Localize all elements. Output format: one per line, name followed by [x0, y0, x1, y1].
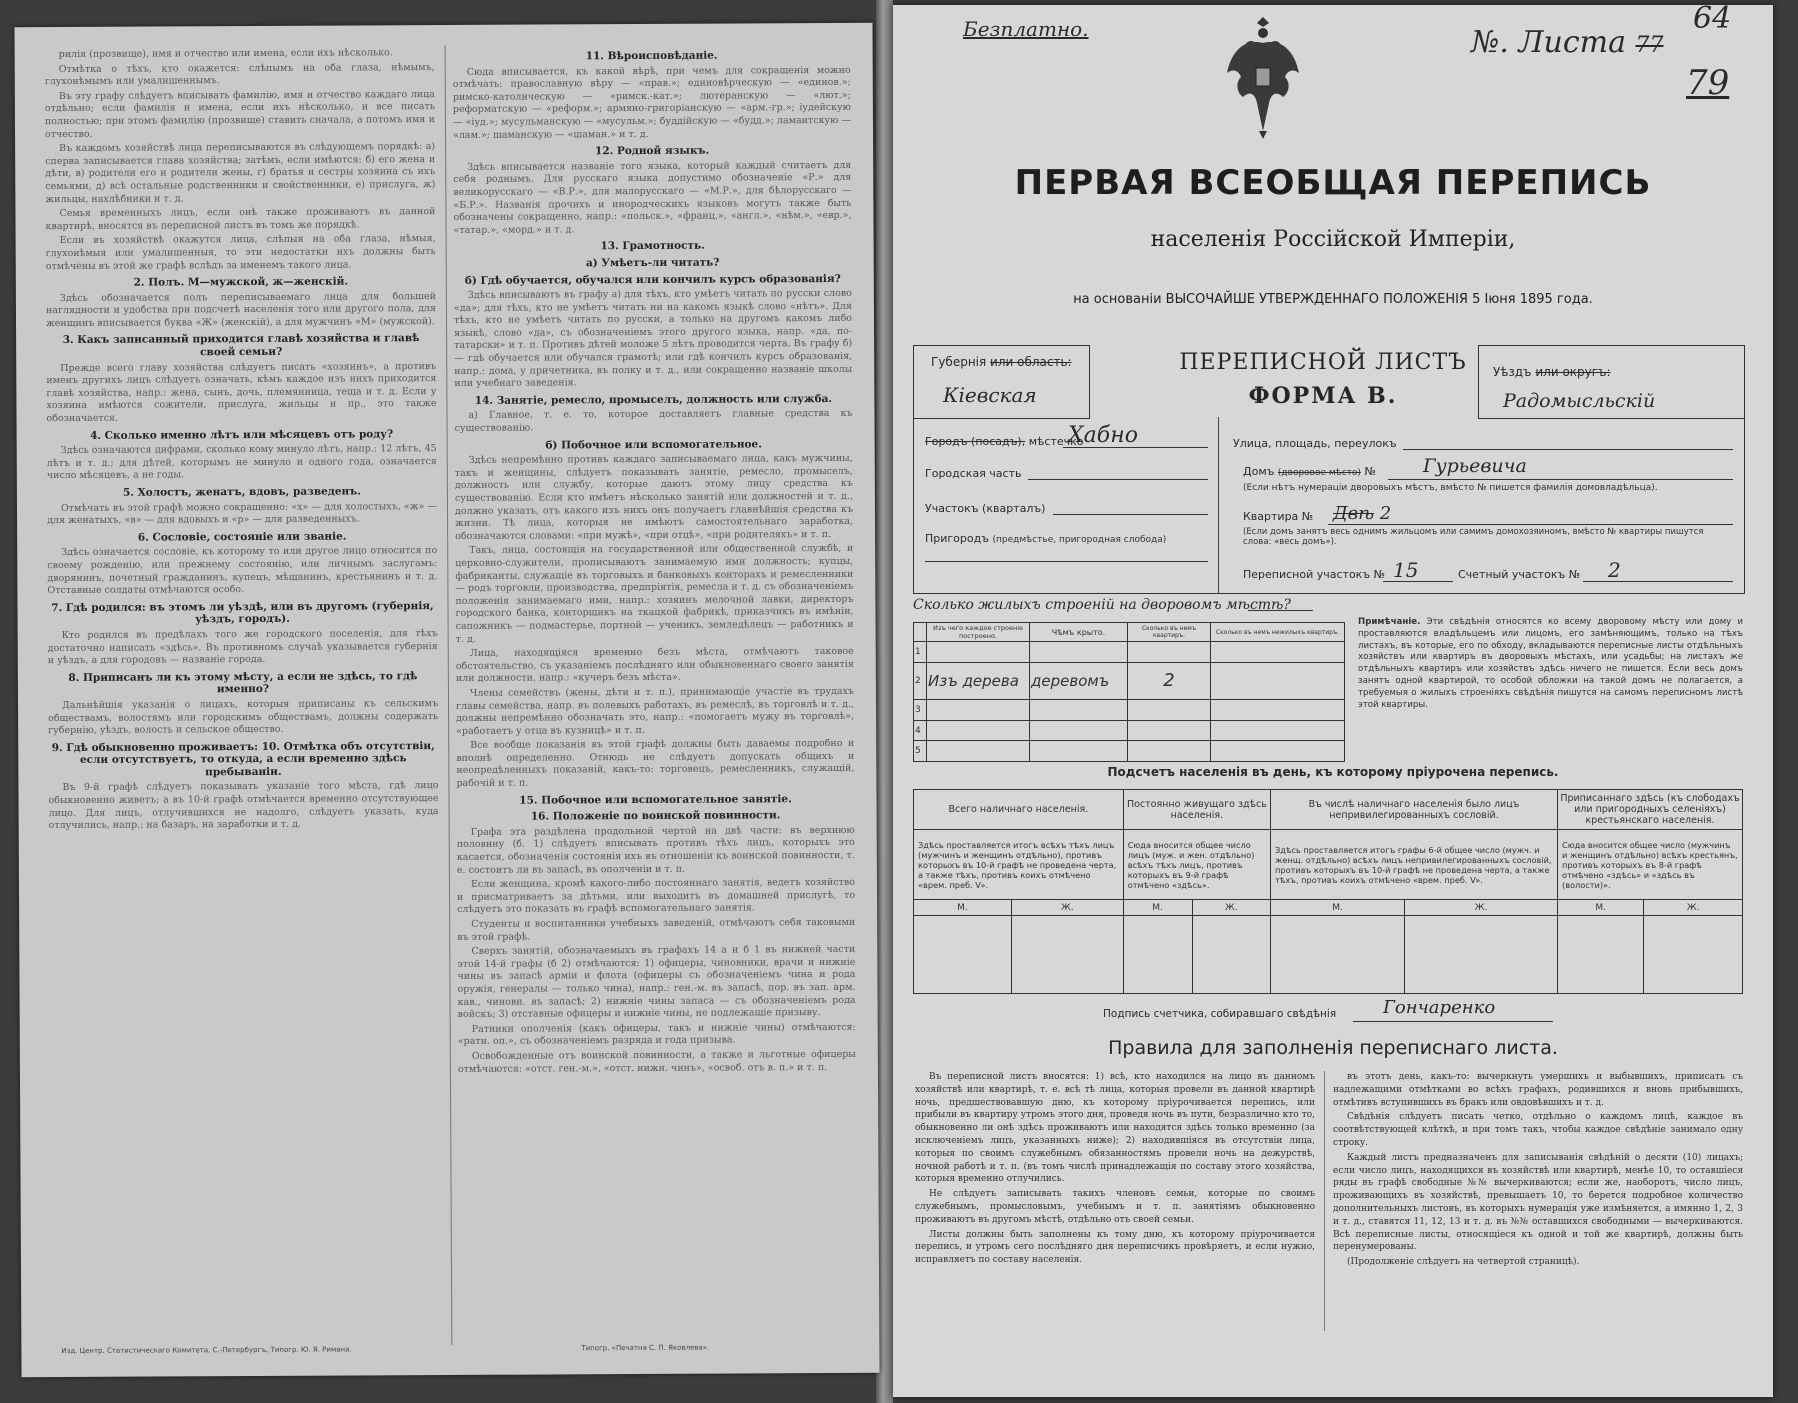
ct-zh: Ж. — [1192, 900, 1271, 916]
suburb-line — [925, 561, 1208, 562]
ct-m: М. — [1271, 900, 1405, 916]
sheet-number-label: №. Листа 77 — [1471, 25, 1664, 60]
census-subtitle: населенія Россійской Имперіи, — [1150, 227, 1516, 252]
paragraph: Дальнѣйшія указанія о лицахъ, которыя приписаны къ сельскимъ обществамъ, волостямъ или городскимъ обществамъ, должны содержать губернію, уѣздъ, волость и сельское общество. — [48, 697, 439, 737]
ct-zh: Ж. — [1011, 900, 1123, 916]
table-row: 4 — [914, 720, 1345, 741]
bt-header-empty: Сколько въ немъ нежилыхъ квартиръ. — [1211, 623, 1345, 642]
buildings-question: Сколько жилыхъ строеній на дворовомъ мѣстѣ? — [913, 597, 1291, 613]
census-section-value: 15 — [1393, 558, 1419, 582]
census-section-label: Переписной участокъ № — [1243, 568, 1386, 581]
ct-desc-nonpriv: Здѣсь проставляется итогъ графы 6-й общее число (мужч. и женщ. отдѣльно) всѣхъ лицъ непривилегированныхъ сословій, противъ которыхъ въ 10-й графѣ не проведена черта, а также тѣхъ, противъ коихъ отмѣчено «врем. преб. V». — [1271, 830, 1558, 900]
section-heading: 12. Родной языкъ. — [594, 144, 710, 158]
table-row: 1 — [914, 642, 1345, 663]
imperial-eagle-emblem — [1223, 13, 1303, 143]
city-part-line — [1028, 479, 1208, 480]
section-heading: 11. Вѣроисповѣданіе. — [585, 49, 718, 63]
census-legal-basis: на основаніи ВЫСОЧАЙШЕ УТВЕРЖДЕННАГО ПОЛОЖЕНІЯ 5 Іюня 1895 года. — [1073, 292, 1593, 307]
form-title-1: ПЕРЕПИСНОЙ ЛИСТЪ — [1179, 350, 1467, 375]
paragraph: Здѣсь вписывается названіе того языка, который каждый считаетъ для себя роднымъ. Для русскаго языка допустимо обозначеніе «Р.» для великорусскаго — «В.Р.», для малорусскаго — «М.Р.», для бѣлорусскаго — «Б.Р.». Названія прочихъ и инородческихъ языковъ могутъ также быть обозначены сокращенно, напр.: «польск.», «франц.», «англ.», «нѣм.», «евр.», «татар.», «морд.» и т. д. — [453, 159, 852, 236]
population-count-table — [913, 789, 1743, 994]
paragraph: Въ 9-й графѣ слѣдуетъ показывать указаніе того мѣста, гдѣ лицо обыкновенно живетъ; а въ 10-й графѣ отмѣчается временно отсутствующее лицо. Для лицъ, отлучившихся не надолго, слѣдуетъ указать, куда отлучились, напр.: на базаръ, на заработки и т. д. — [48, 780, 439, 832]
count-section-line — [1583, 581, 1733, 582]
section-heading: 8. Приписанъ ли къ этому мѣсту, а если не здѣсь, то гдѣ именно? — [68, 669, 418, 696]
city-label: Городъ (посадъ), мѣстечко — [925, 435, 1084, 448]
address-divider — [1218, 417, 1219, 593]
paragraph: Здѣсь непремѣнно противъ каждаго записываемаго лица, какъ мужчины, такъ и женщины, слѣдуетъ показывать занятіе, ремесло, промыселъ, должность или службу, которые даютъ этому лицу средства къ существованію. Если кто имѣетъ нѣсколько занятій или должностей и т. д., должно указать, отъ какого изъ нихъ онъ получаетъ главнѣйшія средства къ жизни. Тѣ лица, которыя не имѣютъ самостоятельнаго заработка, обозначаются словами: «при мужѣ», «при отцѣ», «при родителяхъ» и т. п. — [454, 453, 854, 542]
paragraph: Сюда вписывается, къ какой вѣрѣ, при чемъ для сокращенія можно отмѣчать: православную вѣру — «прав.»; единовѣрческую — «единов.»; римско-католическую — «римск.-кат.»; лютеранскую — «лют.»; реформатскую — «реформ.»; армяно-григоріанскую — «арм.-гр.»; іудейскую — «іуд.»; мусульманскую — «мусульм.»; буддійскую — «будд.»; ламаитскую — «лам.»; шаманскую — «шаман.» и т. д. — [452, 64, 851, 141]
count-section-label: Счетный участокъ № — [1458, 568, 1581, 581]
house-line — [1388, 479, 1733, 480]
district-label: Участокъ (кварталъ) — [925, 502, 1046, 515]
signature-label: Подпись счетчика, собиравшаго свѣдѣнія — [1103, 1008, 1337, 1020]
bt-header-roof: Чѣмъ крыто. — [1030, 623, 1128, 642]
ct-m: М. — [1558, 900, 1644, 916]
house-value: Гурьевича — [1423, 455, 1527, 477]
street-line — [1403, 449, 1733, 450]
uezd-label: Уѣздъ или округъ: — [1493, 365, 1611, 379]
paragraph: Графа эта раздѣлена продольной чертой на двѣ части: въ верхнюю половину (б. 1) слѣдуетъ вписывать противъ тѣхъ лицъ, которыхъ это касается, обозначенія состоянія ихъ въ отношеніи къ воинской повинности, т. е. состоитъ ли въ запасѣ, въ ополченіи и т. п. — [456, 824, 855, 876]
ct-zh: Ж. — [1405, 900, 1558, 916]
paragraph: Такъ, лица, состоящія на государственной или общественной службѣ, и церковно-служители, прописываютъ занимаемую ими должность; купцы, фабриканты, служащіе въ торговыхъ и банковыхъ конторахъ и ремесленники — родъ торговли, производства, предпріятія, ремесла и т. д. съ обозначеніемъ положенія занимаемаго ими, напр.: хозяинъ мелочной лавки, директоръ городского банка, конторщикъ на ткацкой фабрикѣ, приказчикъ въ имѣніи, сапожникъ — подмастерье, портной — ученикъ, земледѣлецъ — работникъ и т. д. — [455, 543, 854, 645]
paragraph: Сверхъ занятій, обозначаемыхъ въ графахъ 14 а и б 1 въ нижней части этой 14-й графы (б 2) отмѣчаются: 1) офицеры, чиновники, врачи и нижніе чины въ запасѣ арміи и флота (офицеры съ обозначеніемъ чина и рода оружія, генералы — только чина), напр.: ген.-м. въ запасѣ, пор. въ зап. арм. кав., чиновн. въ запасѣ; 2) нижніе чины запаса — съ обозначеніемъ рода войскъ; 3) отставные офицеры и нижніе чины, не подлежащіе призыву. — [457, 944, 856, 1021]
paragraph: рилія (прозвище), имя и отчество или имена, если ихъ нѣсколько. — [58, 47, 393, 61]
paragraph: Студенты и воспитанники учебныхъ заведеній, отмѣчаютъ себя таковыми въ этой графѣ. — [457, 916, 856, 943]
section-heading: 13. Грамотность. — [600, 239, 705, 253]
table-row: 3 — [914, 700, 1345, 721]
paragraph: Ратники ополченія (какъ офицеры, такъ и нижніе чины) отмѣчаются: «ратн. оп.», съ обозначеніемъ разряда и года призыва. — [457, 1021, 856, 1048]
paragraph: Здѣсь вписываютъ въ графу а) для тѣхъ, кто умѣетъ читать по русски слово «да»; для тѣхъ, кто не умѣетъ читать ни на какомъ языкѣ слово «нѣтъ». Для тѣхъ, кто не умѣетъ читать по русски, а только на другомъ какомъ либо языкѣ, слово «да», съ обозначеніемъ этого другого языка, напр. «да, по-татарски» и т. п. Противъ дѣтей моложе 5 лѣтъ проводится черта. Въ графу б) — гдѣ обучается или обучался грамотѣ; или гдѣ кончилъ курсъ образованія, напр.: дома, у причетника, въ полку и т. д., или сокращенно названіе школы или учебнаго заведенія. — [453, 287, 853, 390]
ct-zh: Ж. — [1644, 900, 1743, 916]
signature-line — [1353, 1021, 1553, 1022]
paragraph: Здѣсь обозначается полъ переписываемаго лица для большей наглядности и удобства при подсчетѣ населенія того или другого пола, для женщинъ вписывается буква «Ж» (женскій), а для мужчинъ «М» (мужской). — [45, 290, 436, 329]
rules-divider — [1324, 1071, 1325, 1331]
ct-header-permanent: Постоянно живущаго здѣсь населенія. — [1123, 790, 1270, 830]
paragraph: Члены семействъ (жены, дѣти и т. п.), принимающіе участіе въ трудахъ главы семейства, напр. въ полевыхъ работахъ, въ ремеслѣ, въ торговлѣ и т. д., должны непремѣнно обозначать это, напр.: «помогаетъ мужу въ торговлѣ», «работаетъ у отца въ кузницѣ» и т. п. — [456, 685, 855, 737]
apartment-line — [1328, 524, 1733, 525]
free-stamp: Безплатно. — [963, 17, 1089, 41]
section-heading: а) Умѣетъ-ли читать? — [585, 256, 720, 270]
uezd-value: Радомысльскій — [1503, 390, 1656, 412]
paragraph: а) Главное, т. е. то, которое доставляетъ главные средства къ существованію. — [454, 408, 853, 434]
table-row: 2 Изъ дерева деревомъ 2 — [914, 662, 1345, 700]
sheet-number-old: 77 — [1635, 33, 1664, 58]
buildings-question-line — [1248, 610, 1313, 611]
paragraph: въ этотъ день, какъ-то: вычеркнуть умершихъ и выбывшихъ, приписать съ надлежащими отмѣтками во всѣхъ графахъ, родившихся и вновь прибывшихъ, отмѣтивъ вступившихъ въ бракъ или овдовѣвшихъ и т. д. — [1333, 1072, 1743, 1108]
census-section-line — [1383, 581, 1453, 582]
rules-title: Правила для заполненія переписнаго листа. — [1108, 1037, 1558, 1059]
paragraph: (Продолженіе слѣдуетъ на четвертой страницѣ). — [1347, 1257, 1580, 1268]
section-heading: 9. Гдѣ обыкновенно проживаетъ: 10. Отмѣтка объ отсутствіи, если отсутствуетъ, то откуда, а если временно здѣсь пребываніи. — [51, 739, 435, 779]
ct-desc-permanent: Сюда вносится общее число лицъ (муж. и жен. отдѣльно) всѣхъ тѣхъ лицъ, противъ которыхъ въ 9-й графѣ отмѣчено «здѣсь». — [1123, 830, 1270, 900]
house-note: (Если нѣтъ нумераціи дворовыхъ мѣстъ, вмѣсто № пишется фамилія домовладѣльца). — [1243, 483, 1658, 493]
signature-value: Гончаренко — [1383, 997, 1496, 1018]
column-divider — [445, 45, 453, 1345]
instructions-column-1 — [45, 47, 439, 835]
rules-column-2 — [1333, 1071, 1743, 1271]
sheet-number-new: 79 — [1686, 63, 1730, 103]
guberniya-value: Кіевская — [943, 383, 1037, 407]
paragraph: Листы должны быть заполнены къ тому дню, къ которому пріурочивается перепись, и утромъ сего послѣдняго дня переписчикъ провѣряетъ, и если нужно, исправляетъ по составу населенія. — [915, 1229, 1315, 1266]
count-section-value: 2 — [1608, 558, 1621, 582]
ct-desc-peasant: Сюда вносится общее число (мужчинъ и женщинъ отдѣльно) всѣхъ крестьянъ, противъ которыхъ въ 8-й графѣ отмѣчено «здѣсь» и «здѣсь въ (волости)». — [1558, 830, 1743, 900]
bt-header-material: Изъ чего каждое строеніе построено. — [927, 623, 1030, 642]
buildings-note: Примѣчаніе. Эти свѣдѣнія относятся ко всему дворовому мѣсту или дому и проставляются владѣльцемъ или лицомъ, его замѣняющимъ, только на тѣхъ листахъ, въ которые, его по обходу, вкладываются переписные листы отдѣльныхъ хозяйствъ или квартиръ въ дворовыхъ мѣстахъ, или усадьбы; на листахъ же отдѣльныхъ квартиръ или хозяйствъ здѣсь ничего не пишется. Если весь домъ занятъ одной квартирой, то особой обложки на такой домъ не полагается, а требуемыя о жилыхъ строеніяхъ свѣдѣнія пишутся на самомъ переписномъ листѣ этой квартиры. — [1358, 617, 1744, 710]
section-heading: 15. Побочное или вспомогательное занятіе. — [519, 792, 792, 807]
printer-imprint-right: Типогр. «Печатня С. П. Яковлева». — [581, 1343, 710, 1353]
section-heading: 3. Какъ записанный приходится главѣ хозяйства и главѣ своей семьи? — [62, 332, 420, 359]
section-heading: 2. Полъ. М—мужской, ж—женскій. — [133, 275, 349, 289]
bt-header-apts: Сколько въ немъ квартиръ. — [1128, 623, 1211, 642]
form-title-2: ФОРМА В. — [1248, 383, 1398, 409]
paragraph: Отмѣтка о тѣхъ, кто окажется: слѣпымъ на оба глаза, нѣмымъ, глухонѣмымъ или умалишеннымъ. — [44, 61, 435, 88]
paragraph: Освобожденные отъ воинской повинности, а также и льготные офицеры отмѣчаются: «отст. ген.-м.», «отст. нижн. чинъ», «освоб. отъ в. п.» и т. п. — [457, 1048, 856, 1075]
paragraph: Если женщина, кромѣ какого-либо постояннаго занятія, ведетъ хозяйство и присматриваетъ за дѣтьми, или выходитъ въ домашней прислугѣ, то слѣдуетъ это показать въ графѣ вспомогательнаго занятія. — [457, 877, 856, 916]
paragraph: Въ каждомъ хозяйствѣ лица переписываются въ слѣдующемъ порядкѣ: а) сперва записывается глава хозяйства; затѣмъ, если имѣются: б) его жена и дѣти, в) родители его и родители жены, г) братья и сестры хозяина съ ихъ семьями, д) всѣ остальные родственники и свойственники, е) прислуга, ж) жильцы, нахлѣбники и т. д. — [45, 141, 436, 205]
paragraph: Если въ хозяйствѣ окажутся лица, слѣпыя на оба глаза, нѣмыя, глухонѣмыя или умалишенныя, то эти недостатки ихъ должны быть отмѣчены въ этой же графѣ вслѣдъ за именемъ такого лица. — [45, 233, 436, 272]
printer-imprint-left: Изд. Центр. Статистическаго Комитета, С.-Петербургъ, Типогр. Ю. Я. Римана. — [61, 1345, 352, 1356]
apartment-crossed: Двѣ 2 — [1333, 503, 1392, 524]
apartment-label: Квартира № — [1243, 510, 1314, 523]
ct-m: М. — [914, 900, 1012, 916]
section-heading: 7. Гдѣ родился: въ этомъ ли уѣздѣ, или въ другомъ (губернія, уѣздъ, городъ). — [51, 599, 434, 626]
ct-m: М. — [1123, 900, 1192, 916]
paragraph: Все вообще показанія въ этой графѣ должны быть даваемы подробно и вполнѣ определенно. Отнюдь не слѣдуетъ допускать общихъ и неопредѣленныхъ показаній, какъ-то: торговецъ, ремесленникъ, служащій, рабочій и т. п. — [456, 738, 855, 790]
section-heading: 6. Сословіе, состояніе или званіе. — [137, 530, 347, 544]
paragraph: Прежде всего главу хозяйства слѣдуетъ писать «хозяинъ», а противъ именъ другихъ лицъ слѣдуетъ означать, кѣмъ каждое изъ нихъ приходится главѣ хозяйства, напр.: жена, сынъ, дочь, племянница, теща и т. д. Если у хозяина имѣются сожители, прислуга, жильцы и пр., это также обозначается. — [46, 360, 437, 425]
paragraph: Свѣдѣнія слѣдуетъ писать четко, отдѣльно о каждомъ лицѣ, каждое въ соотвѣтствующей клѣткѣ, и при томъ такъ, чтобы каждое свѣдѣніе занимало одну строку. — [1333, 1112, 1743, 1148]
paragraph: Въ переписной листъ вносятся: 1) всѣ, кто находился на лицо въ данномъ хозяйствѣ или квартирѣ, т. е. всѣ тѣ лица, которыя провели въ данной квартирѣ ночь, предшествовавшую дню, къ которому пріурочивается перепись, или прибыли въ квартиру утромъ этого дня, проведя ночь въ пути, безразлично кто то, обыкновенно ли онѣ здѣсь проживаютъ или находятся здѣсь только временно (за исключеніемъ лицъ, указанныхъ ниже); 2) находившіяся въ отсутствіи лица, которыя по своимъ служебнымъ обязанностямъ провели ночь на дежурствѣ, ночной работѣ и т. п. (въ томъ числѣ принадлежащія по составу этого хозяйства, которыя временно отлучились. — [915, 1072, 1315, 1185]
ct-header-peasant: Приписаннаго здѣсь (къ слободахъ или пригородныхъ селеніяхъ) крестьянскаго населенія. — [1558, 790, 1743, 830]
sheet-number-top: 64 — [1693, 5, 1732, 36]
left-page-instructions — [14, 23, 879, 1377]
paragraph: Не слѣдуетъ записывать такихъ членовъ семьи, которые по своимъ служебнымъ, промысловымъ, учебнымъ и т. п. занятіямъ обыкновенно проживаютъ въ другомъ мѣстѣ, отдѣльно отъ своей семьи. — [915, 1189, 1315, 1225]
paragraph: Здѣсь означается сословіе, къ которому то или другое лицо относится по своему рожденію, или прежнему состоянію, или личнымъ заслугамъ: дворянинъ, почетный гражданинъ, купецъ, мѣщанинъ, крестьянинъ и т. д. Отставные солдаты отмѣчаются особо. — [47, 545, 438, 597]
city-line — [1063, 447, 1208, 448]
section-heading: 4. Сколько именно лѣтъ или мѣсяцевъ отъ роду? — [90, 427, 394, 442]
district-line — [1053, 514, 1208, 515]
paragraph: Кто родился въ предѣлахъ того же городского поселенія, для тѣхъ достаточно написать «здѣсь». Въ противномъ случаѣ указывается губернія и уѣздъ, а для городовъ — названіе города. — [47, 627, 438, 667]
apartment-note: (Если домъ занятъ весь однимъ жильцомъ или самимъ домохозяиномъ, вмѣсто № квартиры пишутся слова: «весь домъ»). — [1243, 527, 1704, 547]
paragraph: Въ эту графу слѣдуетъ вписывать фамилію, имя и отчество каждаго лица отдѣльно; если фамилія и имена, если ихъ нѣсколько, и все писать полностью; при этомъ фамилію (прозвище) ставить сначала, а потомъ имя и отчество. — [44, 88, 435, 140]
rules-column-1 — [915, 1071, 1315, 1269]
city-value: Хабно — [1068, 423, 1138, 448]
suburb-label: Пригородъ (предмѣстье, пригородная слобода) — [925, 532, 1167, 545]
house-label: Домъ (дворовое мѣсто) № — [1243, 465, 1376, 478]
paragraph: Здѣсь означаются цифрами, сколько кому минуло лѣтъ, напр.: 12 лѣтъ, 45 лѣтъ и т. д.; для дѣтей, которымъ не минуло и одного года, означается число мѣсяцевъ, а не годы. — [46, 443, 437, 482]
section-heading: 16. Положеніе по воинской повинности. — [530, 809, 781, 823]
section-heading: б) Гдѣ обучается, обучался или кончилъ курсъ образованія? — [464, 272, 841, 287]
ct-desc-total: Здѣсь проставляется итогъ всѣхъ тѣхъ лицъ (мужчинъ и женщинъ отдѣльно), противъ которыхъ въ 10-й графѣ не проведена черта, а также тѣхъ, противъ коихъ отмѣчено «врем. преб. V». — [914, 830, 1124, 900]
paragraph: Лица, находящіяся временно безъ мѣста, отмѣчаютъ таковое обстоятельство, съ указаніемъ послѣдняго или обыкновеннаго своего занятія или должности, напр.: «кучеръ безъ мѣста». — [455, 645, 854, 685]
paragraph: Отмѣчать въ этой графѣ можно сокращенно: «х» — для холостыхъ, «ж» — для женатыхъ, «в» — для вдовыхъ и «р» — для разведенныхъ. — [47, 500, 438, 527]
paragraph: Каждый листъ предназначенъ для записыванія свѣдѣній о десяти (10) лицахъ; если число лицъ, находящихся въ хозяйствѣ или квартирѣ, менѣе 10, то оставшіеся ряды въ графѣ свободные №№ вычеркиваются; если же, наоборотъ, число лицъ, проживающихъ въ хозяйствѣ, превышаетъ 10, то берется подробное количество дополнительныхъ листовъ, въ которыхъ нумерація уже измѣняется, а имянно 1, 2, 3 и т. д., ставятся 11, 12, 13 и т. д. въ №№ оставшихся свободными — вычеркиваются. Всѣ переписные листы, относящіеся къ одной и той же квартирѣ, должны быть перенумерованы. — [1333, 1152, 1743, 1253]
population-count-title: Подсчетъ населенія въ день, къ которому пріурочена перепись. — [1107, 765, 1559, 779]
buildings-table — [913, 622, 1345, 762]
ct-header-nonpriv: Въ числѣ наличнаго населенія было лицъ непривилегированныхъ сословій. — [1271, 790, 1558, 830]
table-row: 5 — [914, 741, 1345, 762]
street-label: Улица, площадь, переулокъ — [1233, 437, 1397, 450]
section-heading: 14. Занятіе, ремесло, промыселъ, должность или служба. — [474, 392, 833, 407]
section-heading: 5. Холостъ, женатъ, вдовъ, разведенъ. — [122, 485, 361, 499]
ct-header-total: Всего наличнаго населенія. — [914, 790, 1124, 830]
city-part-label: Городская часть — [925, 467, 1022, 480]
right-page-census-form — [893, 5, 1773, 1397]
section-heading: б) Побочное или вспомогательное. — [545, 437, 762, 452]
instructions-column-2 — [453, 45, 856, 1078]
paragraph: Семья временныхъ лицъ, если онѣ также проживаютъ въ данной квартирѣ, вносятся въ переписной листъ въ томъ же порядкѣ. — [45, 206, 436, 232]
guberniya-label: Губернія или область: — [931, 355, 1072, 369]
census-main-title: ПЕРВАЯ ВСЕОБЩАЯ ПЕРЕПИСЬ — [1014, 163, 1652, 203]
